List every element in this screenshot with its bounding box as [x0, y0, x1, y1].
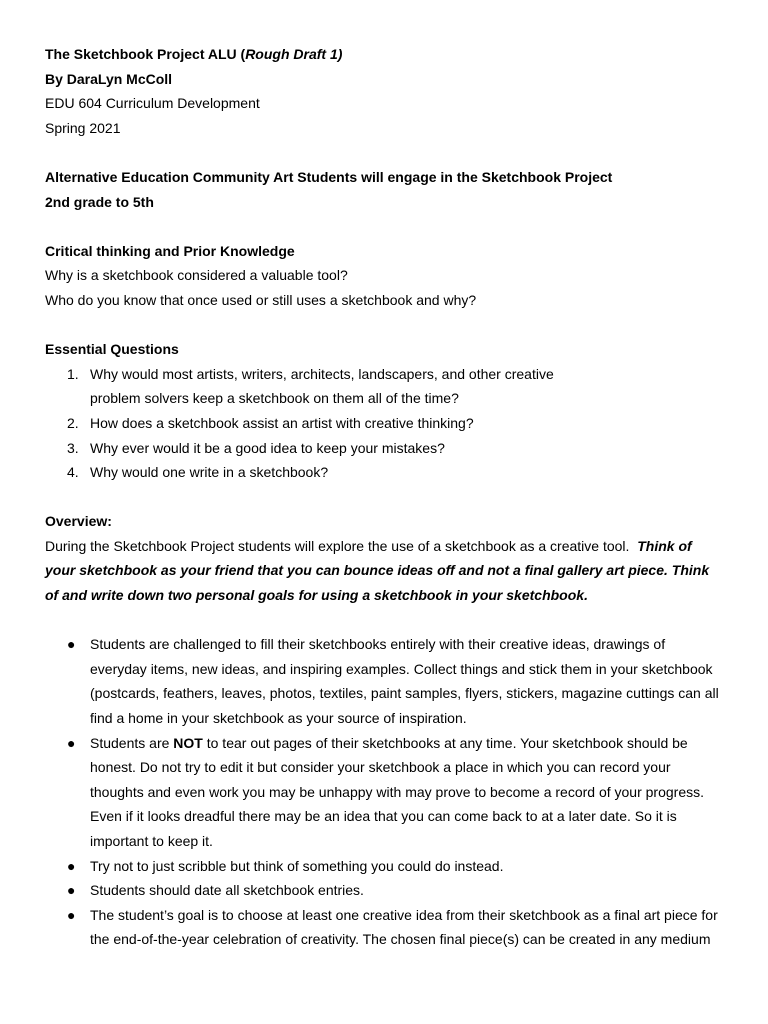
- list-number: 2.: [67, 414, 79, 431]
- essential-questions-heading: Essential Questions: [45, 341, 179, 358]
- title-main: The Sketchbook Project ALU (: [45, 46, 246, 62]
- question-text-continued: problem solvers keep a sketchbook on them all of the time?: [90, 390, 459, 407]
- guideline-text-continued: to tear out pages of their sketchbooks at any time. Your sketchbook should be honest. Do not try to edit it but consider your sketchbook a place in which you can record your thoughts and even work you may be unhappy with may prove to become a record of your progress. Even if it looks dreadful there may be an idea that you can come back to at a later date. So it is important to keep it.: [90, 734, 705, 849]
- guideline-item: [45, 632, 723, 730]
- guideline-emphasis: NOT: [173, 734, 203, 751]
- title-draft-note: Rough Draft 1): [245, 46, 343, 62]
- critical-thinking-heading: Critical thinking and Prior Knowledge: [45, 242, 295, 259]
- guideline-item: [45, 854, 723, 879]
- guidelines-list: [45, 632, 735, 952]
- guideline-text: The student’s goal is to choose at least one creative idea from their sketchbook as a final art piece for the end-of-the-year celebration of creativity. The chosen final piece(s) can be created in any medium: [90, 906, 718, 948]
- essential-question-item: [45, 436, 735, 461]
- essential-questions-list: [45, 362, 735, 485]
- guideline-item: [45, 903, 723, 952]
- list-number: 4.: [67, 464, 79, 481]
- guideline-text: Try not to just scribble but think of something you could do instead.: [90, 857, 504, 874]
- overview-heading: Overview:: [45, 513, 112, 530]
- spacer: [45, 608, 735, 633]
- overview-emphasis: Think of your sketchbook as your friend that you can bounce ideas off and not a final gallery art piece. Think of and write down two personal goals for using a sketchbook in your sketchbook.: [45, 537, 710, 604]
- essential-question-item: [45, 460, 735, 485]
- bullet-marker: ●: [67, 857, 76, 874]
- bullet-marker: ●: [67, 882, 76, 899]
- guideline-item: [45, 878, 723, 903]
- guideline-text: Students are: [90, 734, 174, 751]
- overview-text: During the Sketchbook Project students will explore the use of a sketchbook as a creative tool.: [45, 537, 630, 554]
- guideline-text: Students should date all sketchbook entries.: [90, 882, 364, 899]
- document-title: [45, 42, 735, 67]
- guideline-text: Students are challenged to fill their sketchbooks entirely with their creative ideas, drawings of everyday items, new ideas, and inspiring examples. Collect things and stick them in your sketchbook (postcards, feathers, leaves, photos, textiles, paint samples, flyers, stickers, magazine cuttings can all find a home in your sketchbook as your source of inspiration.: [90, 636, 719, 727]
- intro-heading: Alternative Education Community Art Students will engage in the Sketchbook Project: [45, 168, 613, 185]
- grade-range: 2nd grade to 5th: [45, 193, 154, 210]
- essential-question-item: [45, 411, 735, 436]
- critical-question-2: Who do you know that once used or still uses a sketchbook and why?: [45, 291, 477, 308]
- bullet-marker: ●: [67, 906, 76, 923]
- critical-question-1: Why is a sketchbook considered a valuable tool?: [45, 267, 348, 284]
- question-text: Why ever would it be a good idea to keep your mistakes?: [90, 439, 445, 456]
- spacer: [45, 214, 735, 239]
- overview-paragraph: [45, 534, 725, 608]
- spacer: [45, 485, 735, 510]
- list-number: 3.: [67, 439, 79, 456]
- bullet-marker: ●: [67, 734, 76, 751]
- spacer: [45, 140, 735, 165]
- question-text: Why would most artists, writers, architects, landscapers, and other creative: [90, 365, 554, 382]
- bullet-marker: ●: [67, 636, 76, 653]
- question-text: Why would one write in a sketchbook?: [90, 464, 329, 481]
- list-number: 1.: [67, 365, 79, 382]
- term-line: Spring 2021: [45, 119, 121, 136]
- document-page: [45, 42, 735, 952]
- author-line: By DaraLyn McColl: [45, 70, 173, 87]
- spacer: [45, 313, 735, 338]
- guideline-item: [45, 731, 723, 854]
- essential-question-item: [45, 362, 735, 411]
- course-line: EDU 604 Curriculum Development: [45, 95, 260, 112]
- question-text: How does a sketchbook assist an artist with creative thinking?: [90, 414, 474, 431]
